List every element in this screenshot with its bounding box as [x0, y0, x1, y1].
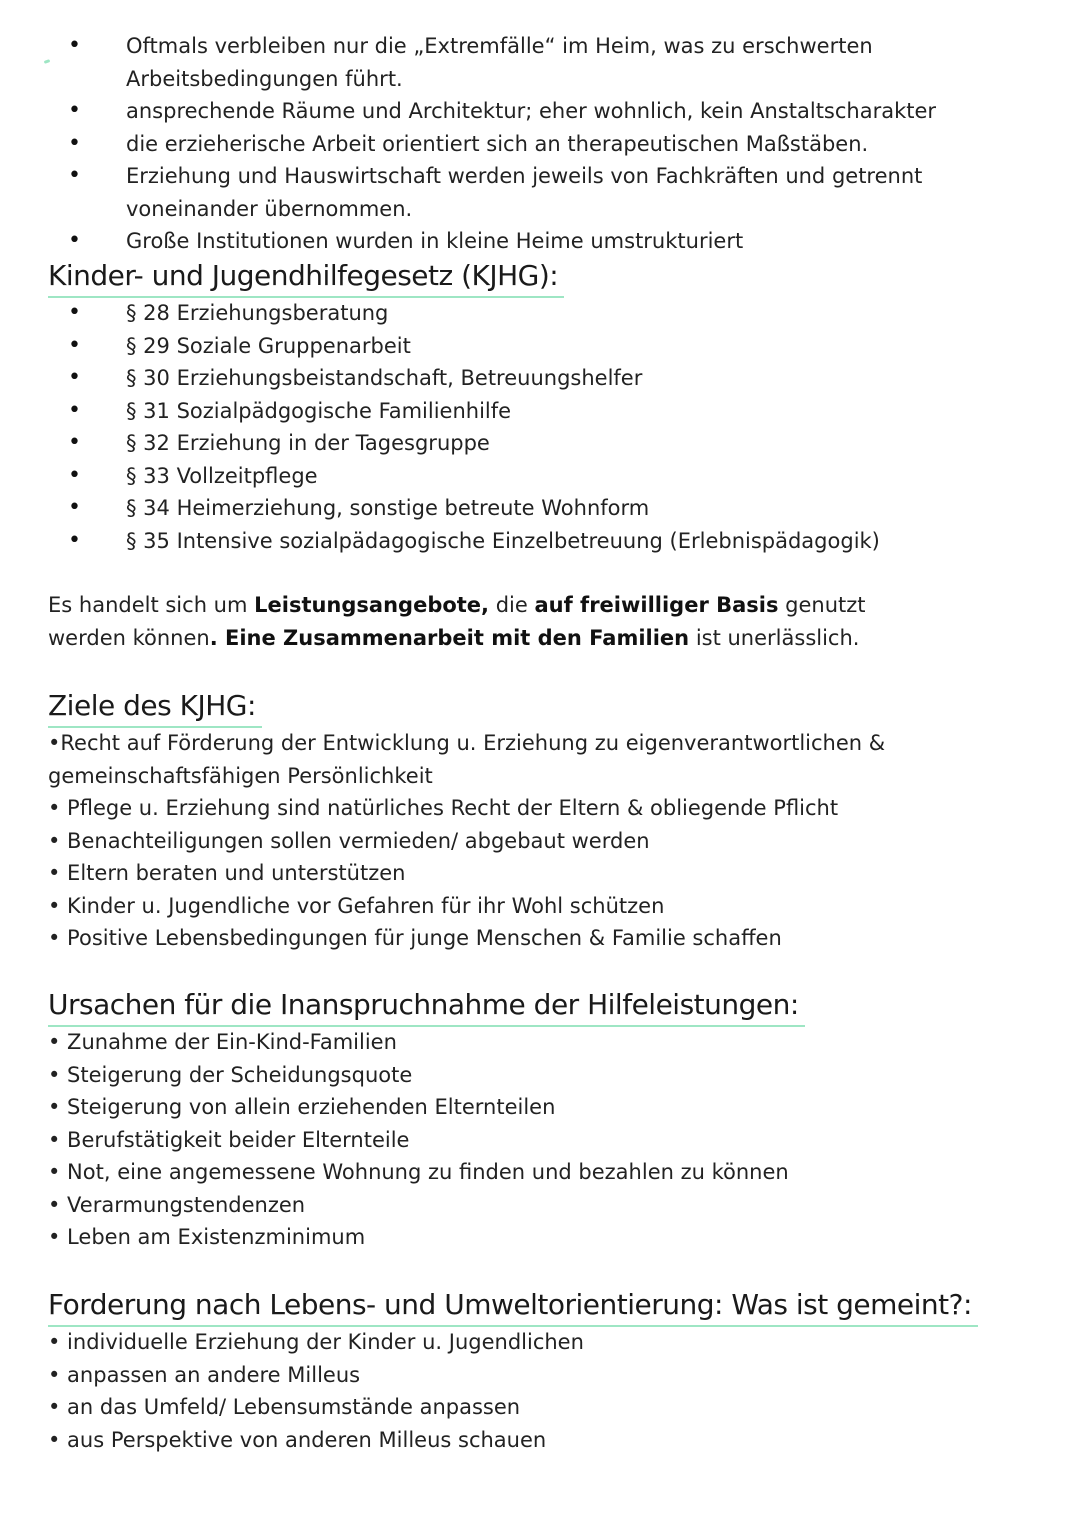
list-item: • ansprechende Räume und Architektur; eher wohnlich, kein Anstaltscharakter: [68, 98, 937, 123]
list-item: •Recht auf Förderung der Entwicklung u. Erziehung zu eigenverantwortlichen & gemeinschaftsfähigen Persönlichkeit: [48, 731, 886, 788]
ziele-list: [48, 727, 1038, 955]
list-item: • Erziehung und Hauswirtschaft werden jeweils von Fachkräften und getrennt voneinander übernommen.: [68, 163, 923, 221]
intro-list: [0, 30, 1026, 258]
forderung-heading: Forderung nach Lebens- und Umweltorientierung: Was ist gemeint?:: [48, 1287, 972, 1323]
kjhg-list: [0, 297, 1026, 557]
list-item: • Steigerung der Scheidungsquote: [48, 1062, 413, 1087]
list-item: • Oftmals verbleiben nur die „Extremfälle“ im Heim, was zu erschwerten Arbeitsbedingungen führt.: [68, 33, 873, 91]
list-item: • Berufstätigkeit beider Elternteile: [48, 1127, 410, 1152]
list-item: • Eltern beraten und unterstützen: [48, 861, 406, 885]
list-item: • Kinder u. Jugendliche vor Gefahren für ihr Wohl schützen: [48, 893, 665, 918]
list-item: • § 35 Intensive sozialpädagogische Einzelbetreuung (Erlebnispädagogik): [68, 527, 880, 553]
list-item: • anpassen an andere Milleus: [48, 1362, 361, 1387]
list-item: • Verarmungstendenzen: [48, 1192, 306, 1217]
list-item: • an das Umfeld/ Lebensumstände anpassen: [48, 1395, 521, 1419]
kjhg-paragraph: Es handelt sich um Leistungsangebote, die auf freiwilliger Basis genutzt werden können. Eine Zusammenarbeit mit den Familien ist unerlässlich.: [48, 593, 866, 650]
list-item: • § 32 Erziehung in der Tagesgruppe: [68, 430, 490, 455]
list-item: • § 33 Vollzeitpflege: [68, 462, 318, 488]
list-item: • Zunahme der Ein-Kind-Familien: [48, 1030, 397, 1054]
ursachen-list: [48, 1026, 1048, 1254]
list-item: • Pflege u. Erziehung sind natürliches Recht der Eltern & obliegende Pflicht: [48, 796, 839, 820]
list-item: • Steigerung von allein erziehenden Elternteilen: [48, 1095, 556, 1119]
list-item: • § 28 Erziehungsberatung: [68, 300, 389, 325]
list-item: • Benachteiligungen sollen vermieden/ abgebaut werden: [48, 828, 650, 853]
list-item: • Not, eine angemessene Wohnung zu finden und bezahlen zu können: [48, 1160, 789, 1184]
forderung-list: [48, 1326, 1048, 1456]
list-item: • § 31 Sozialpädgogische Familienhilfe: [68, 397, 512, 423]
list-item: • § 34 Heimerziehung, sonstige betreute Wohnform: [68, 495, 650, 520]
list-item: • die erzieherische Arbeit orientiert sich an therapeutischen Maßstäben.: [68, 130, 869, 156]
ziele-heading: Ziele des KJHG:: [48, 688, 256, 724]
list-item: • aus Perspektive von anderen Milleus schauen: [48, 1427, 547, 1452]
list-item: • Leben am Existenzminimum: [48, 1225, 366, 1249]
list-item: • Große Institutionen wurden in kleine Heime umstrukturiert: [68, 228, 744, 253]
kjhg-heading: Kinder- und Jugendhilfegesetz (KJHG):: [48, 258, 558, 294]
list-item: • individuelle Erziehung der Kinder u. Jugendlichen: [48, 1330, 584, 1354]
ursachen-heading: Ursachen für die Inanspruchnahme der Hilfeleistungen:: [48, 987, 799, 1023]
list-item: • § 30 Erziehungsbeistandschaft, Betreuungshelfer: [68, 365, 643, 390]
list-item: • § 29 Soziale Gruppenarbeit: [68, 332, 411, 358]
list-item: • Positive Lebensbedingungen für junge Menschen & Familie schaffen: [48, 926, 782, 950]
